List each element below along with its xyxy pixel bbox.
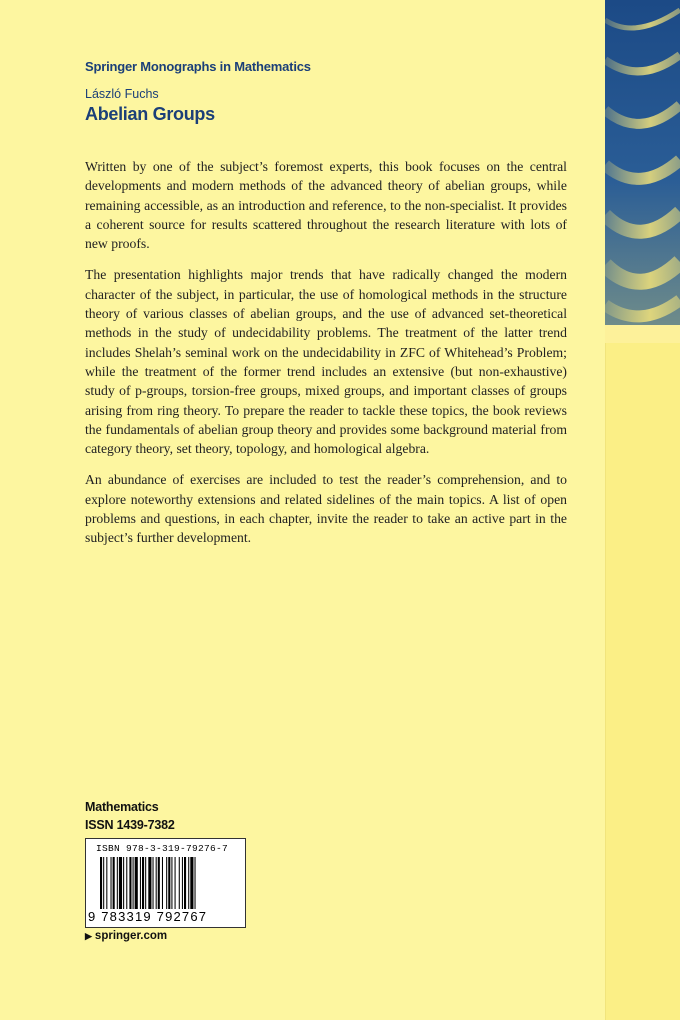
arrow-right-icon: ▶ — [85, 931, 92, 941]
barcode-bar — [123, 857, 124, 909]
barcode-bar — [133, 857, 134, 909]
barcode-bar — [100, 857, 102, 909]
publisher-website[interactable] — [85, 930, 167, 942]
barcode-bars — [100, 857, 238, 909]
barcode-bar — [182, 857, 183, 909]
barcode-bar — [129, 857, 131, 909]
barcode-bar — [158, 857, 160, 909]
barcode-bar — [179, 857, 180, 909]
blurb-paragraph: An abundance of exercises are included to test the reader’s comprehension, and to explore noteworthy extensions and related sidelines of the main topics. A list of open problems and questions, in each chapter, invite the reader to take an active part in the subject’s further development. — [85, 472, 567, 546]
barcode-bar — [113, 857, 115, 909]
barcode-bar — [145, 857, 146, 909]
band-divider — [605, 325, 680, 343]
subject-label: Mathematics — [85, 800, 159, 814]
isbn-barcode — [85, 838, 246, 928]
barcode-bar — [103, 857, 104, 909]
barcode-bar — [135, 857, 138, 909]
barcode-bar — [168, 857, 170, 909]
barcode-bar — [162, 857, 163, 909]
barcode-bar — [175, 857, 176, 909]
barcode-bar — [111, 857, 112, 909]
barcode-bar — [188, 857, 189, 909]
barcode-bar — [156, 857, 157, 909]
back-cover-blurb — [85, 157, 567, 560]
barcode-bar — [140, 857, 141, 909]
barcode-bar — [153, 857, 154, 909]
ean-digits: 9 783319 792767 — [88, 909, 208, 924]
barcode-bar — [142, 857, 144, 909]
author-name: László Fuchs — [85, 87, 159, 101]
isbn-text: ISBN 978-3-319-79276-7 — [96, 843, 229, 854]
barcode-bar — [148, 857, 151, 909]
barcode-bar — [126, 857, 127, 909]
cover-art-waves — [605, 0, 680, 325]
barcode-bar — [119, 857, 122, 909]
barcode-bar — [195, 857, 196, 909]
barcode-bar — [166, 857, 167, 909]
barcode-bar — [106, 857, 107, 909]
website-label: springer.com — [94, 930, 168, 942]
barcode-bar — [117, 857, 118, 909]
blurb-paragraph: Written by one of the subject’s foremost experts, this book focuses on the central developments and modern methods of the advanced theory of abelian groups, while remaining accessible, as an introduction and reference, to the non-specialist. It provides a coherent source for results scattered throughout the research literature with lots of new proofs. — [85, 159, 567, 252]
barcode-bar — [171, 857, 172, 909]
blurb-paragraph: The presentation highlights major trends that have radically changed the modern character of the subject, in particular, the use of homological methods in the structure theory of various classes of abelian groups, and the use of advanced set-theoretical methods in the study of undecidability problems. The treatment of the latter trend includes Shelah’s seminal work on the undecidability in ZFC of Whitehead’s Problem; while the treatment of the former trend includes an extensive (but non-exhaustive) study of p-groups, torsion-free groups, mixed groups, and important classes of groups arising from ring theory. To prepare the reader to tackle these topics, the book reviews the fundamentals of abelian group theory and provides some background material from category theory, set theory, topology, and homological algebra. — [85, 267, 567, 457]
book-title: Abelian Groups — [85, 104, 215, 124]
spine-color-band — [605, 0, 680, 1020]
issn-label: ISSN 1439-7382 — [85, 818, 175, 832]
series-name: Springer Monographs in Mathematics — [85, 59, 311, 74]
barcode-bar — [190, 857, 193, 909]
barcode-bar — [184, 857, 186, 909]
